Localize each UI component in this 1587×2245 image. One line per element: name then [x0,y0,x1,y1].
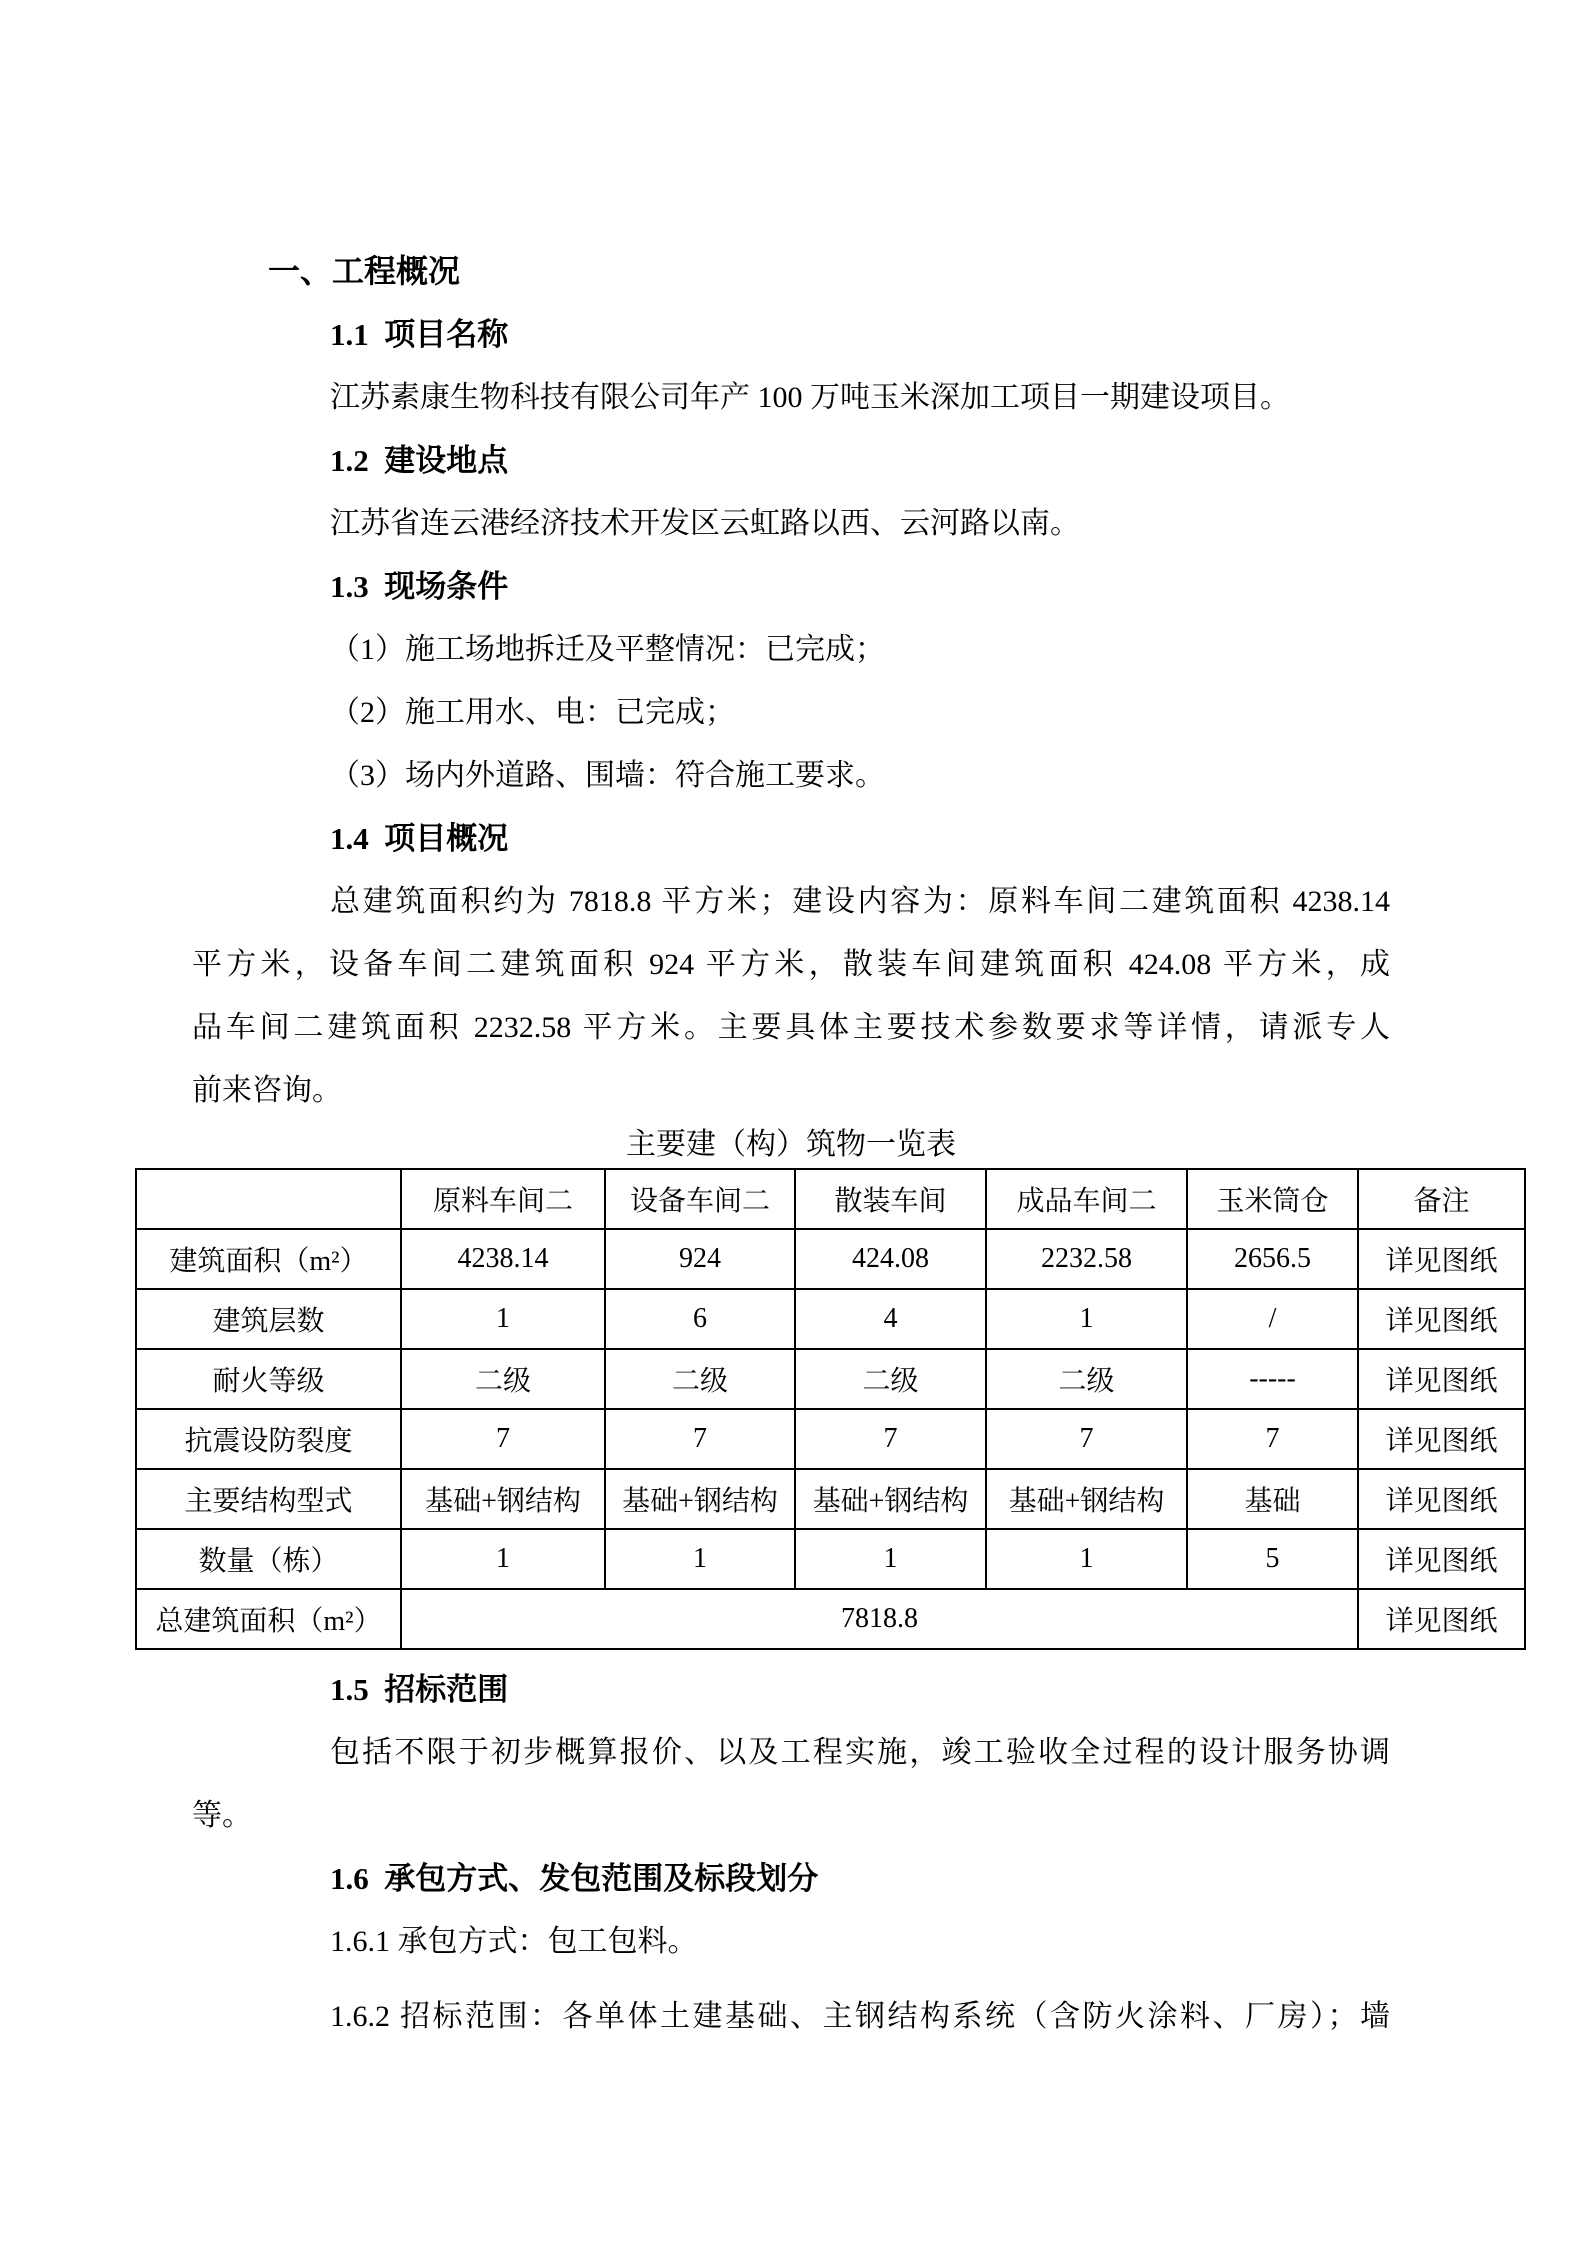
cell-value: 4 [795,1289,986,1349]
section-1-3-heading: 1.3 现场条件 [330,569,509,604]
cell-value: 6 [605,1289,795,1349]
section-1-1-paragraph: 江苏素康生物科技有限公司年产 100 万吨玉米深加工项目一期建设项目。 [330,381,1290,414]
section-1-2-heading: 1.2 建设地点 [330,443,509,478]
section-1-6-heading: 1.6 承包方式、发包范围及标段划分 [330,1861,819,1896]
row-label: 抗震设防裂度 [136,1409,401,1469]
site-condition-item-2: （2）施工用水、电：已完成； [330,696,735,729]
table-row-building-area [136,1229,1525,1289]
row-label: 耐火等级 [136,1349,401,1409]
table-title: 主要建（构）筑物一览表 [626,1128,956,1161]
row-label: 建筑层数 [136,1289,401,1349]
cell-value: 1 [401,1529,605,1589]
cell-value: 4238.14 [401,1229,605,1289]
row-label: 数量（栋） [136,1529,401,1589]
cell-value: 7 [401,1409,605,1469]
tender-scope-line-2: 等。 [192,1799,252,1832]
cell-value: 二级 [986,1349,1187,1409]
section-1-1-heading: 1.1 项目名称 [330,317,509,352]
cell-note: 详见图纸 [1358,1409,1525,1469]
table-row-quantity [136,1529,1525,1589]
cell-value: 二级 [605,1349,795,1409]
cell-value: 1 [605,1529,795,1589]
header-cell-finished-workshop: 成品车间二 [986,1169,1187,1229]
cell-value: 424.08 [795,1229,986,1289]
cell-value: / [1187,1289,1358,1349]
tender-scope-line-1: 包括不限于初步概算报价、以及工程实施，竣工验收全过程的设计服务协调 [330,1736,1390,1769]
cell-note: 详见图纸 [1358,1529,1525,1589]
overview-paragraph-line-4: 前来咨询。 [192,1074,342,1107]
overview-paragraph-line-2: 平方米，设备车间二建筑面积 924 平方米，散装车间建筑面积 424.08 平方米，成 [192,948,1390,981]
cell-note: 详见图纸 [1358,1589,1525,1649]
row-label: 建筑面积（m²） [136,1229,401,1289]
table-header-row [136,1169,1525,1229]
cell-total-area-merged: 7818.8 [401,1589,1358,1649]
cell-value: 924 [605,1229,795,1289]
row-label: 总建筑面积（m²） [136,1589,401,1649]
header-cell-raw-workshop: 原料车间二 [401,1169,605,1229]
table-row-structure-type [136,1469,1525,1529]
cell-value: 2656.5 [1187,1229,1358,1289]
cell-value: 基础+钢结构 [986,1469,1187,1529]
section-1-4-heading: 1.4 项目概况 [330,821,509,856]
cell-value: 5 [1187,1529,1358,1589]
cell-value: 1 [986,1529,1187,1589]
cell-value: 1 [795,1529,986,1589]
cell-value: 7 [605,1409,795,1469]
cell-value: 基础+钢结构 [401,1469,605,1529]
cell-note: 详见图纸 [1358,1289,1525,1349]
cell-value: 二级 [795,1349,986,1409]
header-cell-bulk-workshop: 散装车间 [795,1169,986,1229]
cell-value: 7 [986,1409,1187,1469]
table-row-storeys [136,1289,1525,1349]
tender-range-item: 1.6.2 招标范围：各单体土建基础、主钢结构系统（含防火涂料、厂房）；墙 [330,2000,1390,2033]
cell-value: 7 [795,1409,986,1469]
site-condition-item-1: （1）施工场地拆迁及平整情况：已完成； [330,633,885,666]
cell-value: ----- [1187,1349,1358,1409]
table-row-total-area [136,1589,1525,1649]
header-cell-remarks: 备注 [1358,1169,1525,1229]
table-row-fire-rating [136,1349,1525,1409]
overview-paragraph-line-3: 品车间二建筑面积 2232.58 平方米。主要具体主要技术参数要求等详情，请派专人 [192,1011,1390,1044]
cell-value: 基础 [1187,1469,1358,1529]
overview-paragraph-line-1: 总建筑面积约为 7818.8 平方米；建设内容为：原料车间二建筑面积 4238.14 [330,885,1390,918]
header-cell-equipment-workshop: 设备车间二 [605,1169,795,1229]
contract-mode-item: 1.6.1 承包方式：包工包料。 [330,1925,698,1958]
chapter-heading: 一、工程概况 [268,253,461,289]
section-1-5-heading: 1.5 招标范围 [330,1672,509,1707]
cell-note: 详见图纸 [1358,1469,1525,1529]
cell-value: 基础+钢结构 [605,1469,795,1529]
buildings-table [135,1168,1526,1650]
cell-value: 基础+钢结构 [795,1469,986,1529]
cell-note: 详见图纸 [1358,1349,1525,1409]
table-row-seismic [136,1409,1525,1469]
cell-note: 详见图纸 [1358,1229,1525,1289]
section-1-2-paragraph: 江苏省连云港经济技术开发区云虹路以西、云河路以南。 [330,507,1080,540]
cell-value: 1 [986,1289,1187,1349]
row-label: 主要结构型式 [136,1469,401,1529]
cell-value: 2232.58 [986,1229,1187,1289]
cell-value: 二级 [401,1349,605,1409]
cell-value: 1 [401,1289,605,1349]
cell-value: 7 [1187,1409,1358,1469]
header-cell-blank [136,1169,401,1229]
site-condition-item-3: （3）场内外道路、围墙：符合施工要求。 [330,759,885,792]
header-cell-corn-silo: 玉米筒仓 [1187,1169,1358,1229]
